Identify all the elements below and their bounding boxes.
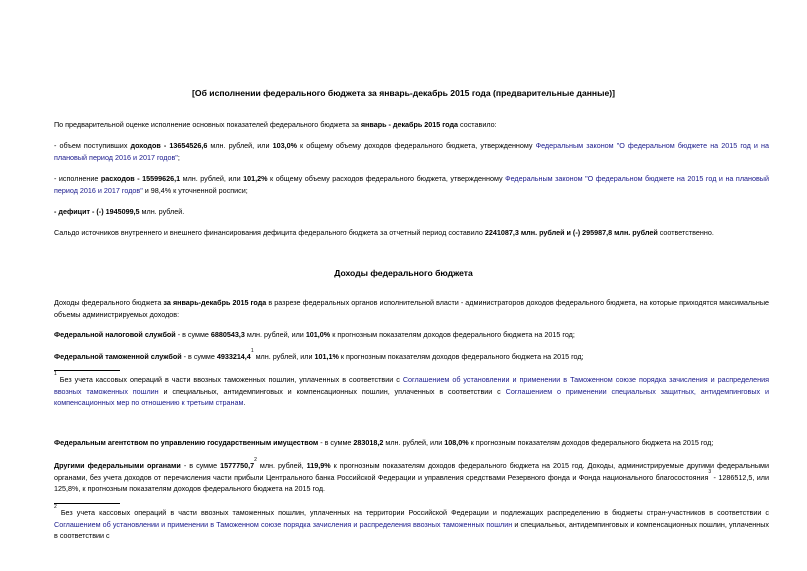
customs-text: млн. рублей, или (253, 352, 315, 361)
income-text: - объем поступивших (54, 141, 131, 150)
customs-text: - в сумме (181, 352, 217, 361)
tax-amount: 6880543,3 (210, 330, 245, 339)
saldo-amount: 2241087,3 млн. рублей и (-) 295987,8 млн. рублей (484, 228, 658, 237)
federal-law-link[interactable]: Федеральным законом "О федеральном бюджете на 2015 год и на плановый период 2016 и 2017 годов" (54, 141, 769, 162)
expense-amount: расходов - 15599626,1 (100, 174, 181, 183)
customs-percent: 101,1% (314, 352, 339, 361)
income-text: к общему объему доходов федерального бюджета, утвержденному (296, 141, 536, 150)
income-text: ; (177, 152, 180, 162)
federal-law-link[interactable]: Федеральным законом "О федеральном бюджете на 2015 год и на плановый период 2016 и 2017 годов" (54, 174, 769, 195)
property-text: - в сумме (318, 438, 354, 447)
customs-service-name: Федеральной таможенной службой (54, 352, 182, 361)
tax-service-name: Федеральной налоговой службой (54, 330, 176, 339)
tax-service-paragraph (54, 329, 769, 341)
others-text: к прогнозным показателям доходов федерального бюджета на 2015 год. Доходы, администрируемые другими федеральными органами, без учета доходов от перечисления части прибыли Центрального банка Российской Федерации и управления средствами Резервного фонда и Фонда национального благосостояния (54, 461, 769, 482)
expense-text: млн. рублей, или (180, 174, 244, 183)
intro-text-end: составило: (458, 120, 497, 129)
tax-text: млн. рублей, или (244, 330, 306, 339)
others-amount: 1577750,7 (220, 461, 255, 470)
footnote-text: . (243, 398, 246, 408)
expense-percent: 101,2% (243, 174, 268, 183)
other-bodies-name: Другими федеральными органами (54, 461, 181, 470)
deficit-amount: - дефицит - (-) 1945099,5 (54, 207, 140, 216)
income-amount: доходов - 13654526,6 (130, 141, 208, 150)
expense-text: и 98,4% к уточненной росписи; (142, 185, 248, 195)
deficit-text: млн. рублей. (139, 207, 185, 216)
footnote-divider (54, 370, 120, 371)
footnote-ref[interactable]: 2 (254, 457, 257, 463)
property-text: к прогнозным показателям доходов федерального бюджета на 2015 год; (468, 438, 714, 447)
others-percent: 119,9% (306, 461, 331, 470)
customs-text: к прогнозным показателям доходов федерального бюджета на 2015 год; (338, 352, 584, 361)
expense-text: - исполнение (54, 174, 101, 183)
tax-text: - в сумме (175, 330, 211, 339)
tax-percent: 101,0% (305, 330, 331, 339)
tax-text: к прогнозным показателям доходов федерального бюджета на 2015 год; (330, 330, 575, 339)
property-agency-name: Федеральным агентством по управлению государственным имуществом (54, 438, 319, 447)
footnote-mark: 2 (54, 504, 57, 510)
footnote-ref[interactable]: 3 (708, 468, 712, 475)
footnote-text: Без учета кассовых операций в части ввозных таможенных пошлин, уплаченных на территории Российской Федерации и подлежащих распределению в бюджеты стран-участников в соответствии с (56, 508, 769, 517)
footnote-1 (54, 371, 769, 409)
footnote-2 (54, 504, 769, 542)
protective-measures-agreement-link[interactable]: Соглашением о применении специальных защитных, антидемпинговых и компенсационных мер по отношению к третьим странам (54, 386, 769, 408)
saldo-text: соответственно. (657, 228, 714, 237)
intro-text: По предварительной оценке исполнение основных показателей федерального бюджета за (54, 120, 361, 129)
footnote-mark: 1 (54, 371, 57, 377)
footnote-text: и специальных, антидемпинговых и компенсационных пошлин, уплаченных в соответствии с (158, 386, 506, 396)
intro-period: январь - декабрь 2015 года (360, 120, 459, 129)
customs-service-paragraph (54, 348, 769, 363)
property-amount: 283018,2 (353, 438, 384, 447)
others-text: млн. рублей, (256, 461, 307, 470)
revenue-intro-period: за январь-декабрь 2015 года (163, 298, 267, 307)
property-text: млн. рублей, или (383, 438, 445, 447)
saldo-text: Сальдо источников внутреннего и внешнего финансирования дефицита федерального бюджета за отчетный период составило (54, 228, 485, 237)
document-title: [Об исполнении федерального бюджета за январь-декабрь 2015 года (предварительные данные)] (192, 88, 615, 98)
others-text: - в сумме (180, 461, 221, 470)
customs-amount: 4933214,4 (216, 352, 251, 361)
income-paragraph (54, 140, 769, 163)
deficit-paragraph (54, 206, 769, 218)
section-title: Доходы федерального бюджета (334, 268, 473, 278)
other-bodies-paragraph (54, 457, 769, 495)
income-percent: 103,0% (272, 141, 297, 150)
revenue-intro-text: в разрезе федеральных органов исполнительной власти - администраторов доходов федерального бюджета, на которые приходятся максимальные объемы администрируемых доходов: (54, 298, 769, 319)
footnote-divider (54, 503, 120, 504)
expense-paragraph (54, 173, 769, 196)
customs-union-agreement-link[interactable]: Соглашением об установлении и применении в Таможенном союзе порядка зачисления и распределения ввозных таможенных пошлин (54, 519, 513, 529)
footnote-ref[interactable]: 1 (250, 348, 254, 354)
expense-text: к общему объему расходов федерального бюджета, утвержденному (267, 174, 506, 183)
footnote-text: Без учета кассовых операций в части ввозных таможенных пошлин, уплаченных в соответствии с (56, 375, 403, 384)
property-agency-paragraph (54, 437, 769, 449)
property-percent: 108,0% (444, 438, 469, 447)
intro-paragraph (54, 119, 769, 131)
revenue-intro-text: Доходы федерального бюджета (54, 298, 164, 307)
footnote-text: и специальных, антидемпинговых и компенсационных пошлин, уплаченных в соответствии с (54, 519, 769, 541)
saldo-paragraph (54, 227, 769, 239)
income-text: млн. рублей, или (207, 141, 273, 150)
others-text: - 1286512,5, или 125,8%, к прогнозным показателям доходов федерального бюджета на 2015 год. (54, 472, 769, 494)
revenue-intro-paragraph (54, 297, 769, 320)
customs-union-agreement-link[interactable]: Соглашением об установлении и применении в Таможенном союзе порядка зачисления и распределения ввозных таможенных пошлин (54, 375, 769, 396)
